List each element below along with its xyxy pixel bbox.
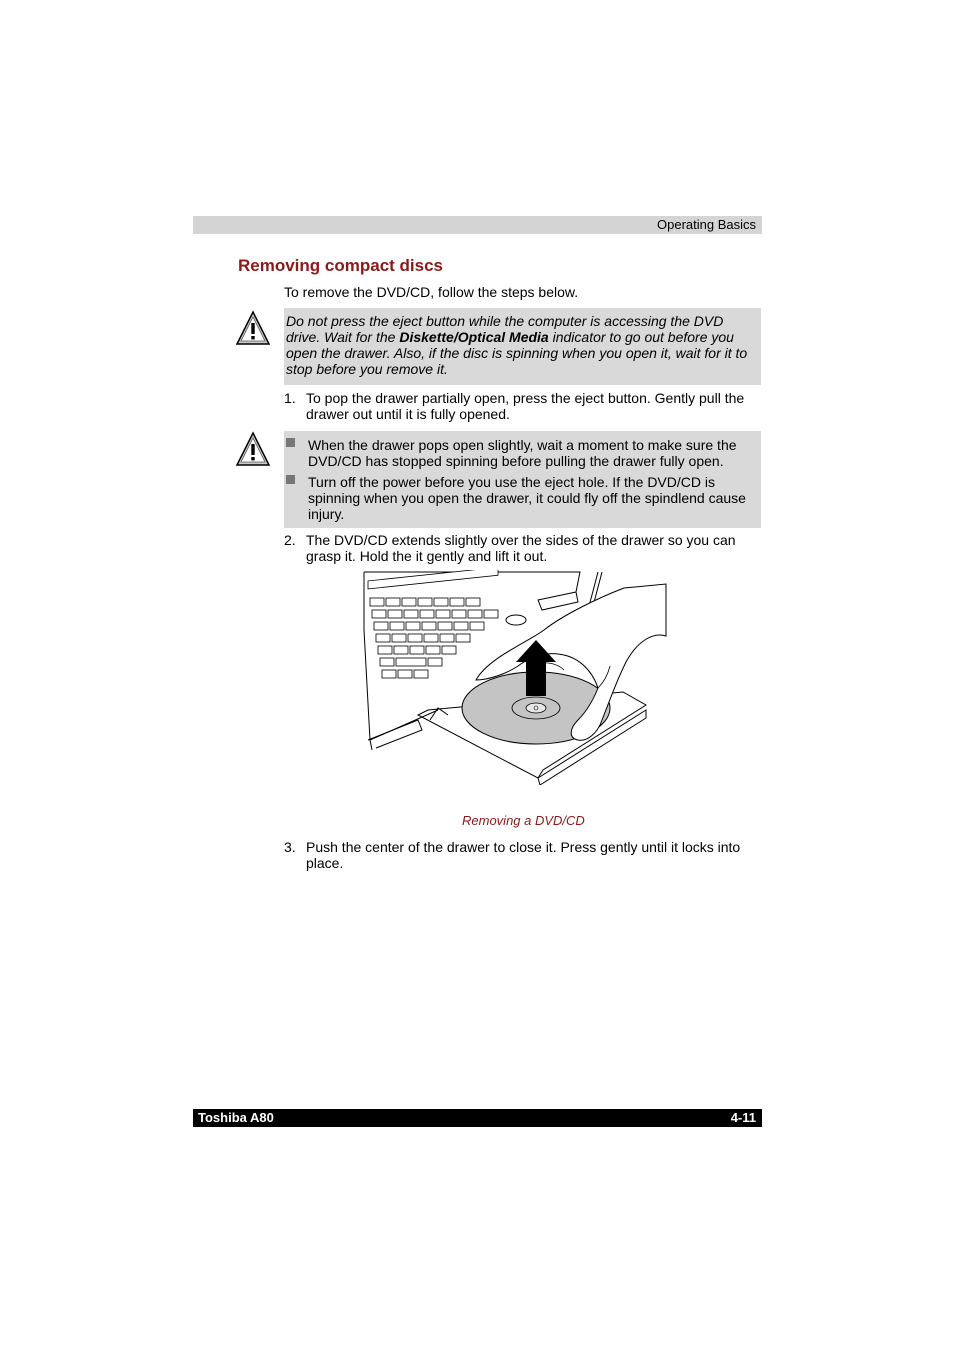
intro-text: To remove the DVD/CD, follow the steps below. <box>284 284 579 300</box>
step-text: The DVD/CD extends slightly over the sides of the drawer so you can grasp it. Hold the it gently and lift it out. <box>306 532 736 564</box>
step-number: 3. <box>284 839 296 855</box>
footer-page-number: 4-11 <box>730 1110 756 1125</box>
caution-text-bold: Diskette/Optical Media <box>399 329 549 345</box>
figure-caption: Removing a DVD/CD <box>462 813 585 828</box>
header-section-name: Operating Basics <box>657 217 756 232</box>
bullet-square-icon <box>286 438 295 447</box>
caution-text-part2: indicator to go out before you open the drawer. Also, if the disc is spinning when you open it, wait for it to stop before you remove it. <box>286 329 748 377</box>
step-text: Push the center of the drawer to close it. Press gently until it locks into place. <box>306 839 741 871</box>
bullet-text: Turn off the power before you use the eject hole. If the DVD/CD is spinning when you open the drawer, it could fly off the spindlend cause injury. <box>308 474 746 522</box>
warning-icon <box>235 431 271 467</box>
warning-icon <box>235 310 271 346</box>
step-number: 2. <box>284 532 296 548</box>
removing-disc-illustration <box>358 570 670 785</box>
footer-product: Toshiba A80 <box>198 1110 274 1125</box>
caution-text-1 <box>286 313 760 377</box>
bullet-square-icon <box>286 475 295 484</box>
section-title: Removing compact discs <box>238 256 444 275</box>
caution-text-part1: Do not press the eject button while the computer is accessing the DVD drive. Wait for the <box>286 313 724 345</box>
caution-box-2 <box>284 431 761 528</box>
caution-box-1 <box>284 308 761 385</box>
page-footer <box>193 1109 762 1127</box>
page-header <box>193 216 762 234</box>
bullet-text: When the drawer pops open slightly, wait a moment to make sure the DVD/CD has stopped spinning before pulling the drawer fully open. <box>308 437 737 469</box>
step-number: 1. <box>284 390 296 406</box>
step-text: To pop the drawer partially open, press the eject button. Gently pull the drawer out until it is fully opened. <box>306 390 745 422</box>
